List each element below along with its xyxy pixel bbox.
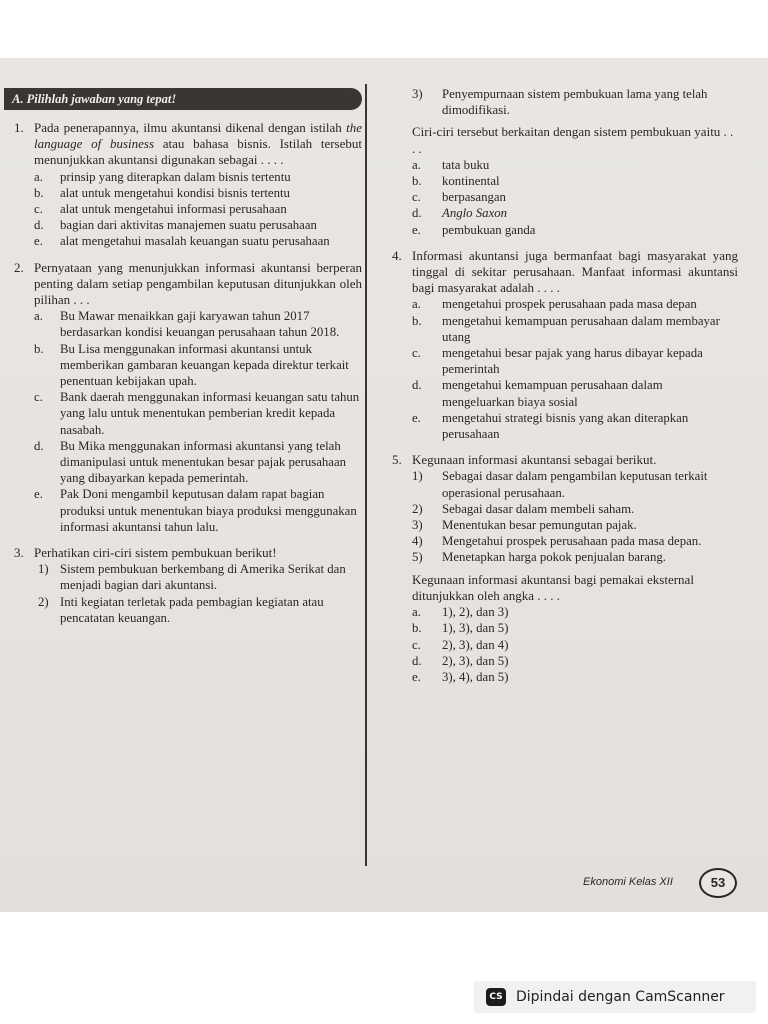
section-header xyxy=(4,88,362,110)
statement-1: 1) Sistem pembukuan berkembang di Amerika Serikat dan menjadi bagian dari akuntansi. xyxy=(38,562,346,593)
statement-2: 2) Inti kegiatan terletak pada pembagian kegiatan atau pencatatan keuangan. xyxy=(38,594,324,625)
camscanner-watermark xyxy=(474,981,756,1013)
question-followup: Ciri-ciri tersebut berkaitan dengan sistem pembukuan yaitu . . . . xyxy=(412,124,734,156)
question-4 xyxy=(392,248,738,442)
option-a: a. Bu Mawar menaikkan gaji karyawan tahun 2017 berdasarkan kondisi keuangan perusahaan tahun 2018. xyxy=(34,309,340,340)
question-text: Perhatikan ciri-ciri sistem pembukuan berikut! xyxy=(34,545,277,561)
option-a: a. mengetahui prospek perusahaan pada masa depan xyxy=(412,297,697,312)
statement-3: 3) Menentukan besar pemungutan pajak. xyxy=(412,518,637,533)
question-text: Pernyataan yang menunjukkan informasi akuntansi berperan penting dalam setiap pengambilan keputusan ditunjukkan oleh pilihan . . . xyxy=(34,259,362,308)
option-b: b. alat untuk mengetahui kondisi bisnis tertentu xyxy=(34,185,290,200)
option-b: b. 1), 3), dan 5) xyxy=(412,621,509,636)
page-footer xyxy=(583,868,743,898)
question-3-continued xyxy=(392,86,738,238)
option-d: d. 2), 3), dan 5) xyxy=(412,653,509,668)
question-followup: Kegunaan informasi akuntansi bagi pemakai eksternal ditunjukkan oleh angka . . . . xyxy=(412,571,694,603)
section-title: Pilihlah jawaban yang tepat! xyxy=(26,92,177,106)
option-e: e. mengetahui strategi bisnis yang akan diterapkan perusahaan xyxy=(412,410,689,442)
camscanner-logo-icon: CS xyxy=(486,988,506,1006)
question-text: Informasi akuntansi juga bermanfaat bagi masyarakat yang tinggal di sekitar perusahaan. Manfaat informasi akuntansi bagi masyarakat adalah . . . . xyxy=(412,247,738,296)
question-2 xyxy=(4,260,362,535)
book-title: Ekonomi Kelas XII xyxy=(583,876,673,888)
question-text: Pada penerapannya, ilmu akuntansi dikenal dengan istilah the language of business atau bahasa bisnis. Istilah tersebut menunjukkan akuntansi digunakan sebagai . . . . xyxy=(34,120,362,168)
option-e: e. Pak Doni mengambil keputusan dalam rapat bagian produksi untuk menentukan biaya produksi menggunakan informasi akuntansi tahun lalu. xyxy=(34,487,357,534)
option-c: c. alat untuk mengetahui informasi perusahaan xyxy=(34,202,287,217)
option-b: b. Bu Lisa menggunakan informasi akuntansi untuk memberikan gambaran keuangan kepada direktur terkait penentuan kebijakan upah. xyxy=(34,341,349,389)
option-b: b. kontinental xyxy=(412,174,500,189)
question-number: 2. xyxy=(14,259,24,275)
question-number: 5. xyxy=(392,452,402,468)
option-c: c. Bank daerah menggunakan informasi keuangan satu tahun yang lalu untuk menentukan pemberian kredit kepada nasabah. xyxy=(34,390,360,437)
question-1 xyxy=(4,120,362,250)
question-number: 1. xyxy=(14,120,24,135)
question-number: 4. xyxy=(392,247,402,263)
option-c: c. mengetahui besar pajak yang harus dibayar kepada pemerintah xyxy=(412,346,703,377)
question-text: Kegunaan informasi akuntansi sebagai berikut. xyxy=(412,452,657,468)
book-page xyxy=(0,58,768,912)
option-d: d. Anglo Saxon xyxy=(412,206,508,221)
left-column xyxy=(4,88,362,626)
option-a: a. tata buku xyxy=(412,157,490,172)
statement-4: 4) Mengetahui prospek perusahaan pada masa depan. xyxy=(412,534,702,549)
question-5 xyxy=(392,452,738,685)
statement-3: 3) Penyempurnaan sistem pembukuan lama yang telah dimodifikasi. xyxy=(412,87,708,118)
option-c: c. berpasangan xyxy=(412,190,506,205)
option-c: c. 2), 3), dan 4) xyxy=(412,637,509,652)
question-number: 3. xyxy=(14,545,24,561)
option-d: d. mengetahui kemampuan perusahaan dalam mengeluarkan biaya sosial xyxy=(412,378,663,409)
right-column xyxy=(392,86,738,685)
question-3 xyxy=(4,545,362,626)
statement-5: 5) Menetapkan harga pokok penjualan barang. xyxy=(412,550,666,565)
option-d: d. Bu Mika menggunakan informasi akuntansi yang telah dimanipulasi untuk menentukan besar pajak perusahaan yang dibayarkan kepada pemerintah. xyxy=(34,438,347,486)
page-number: 53 xyxy=(699,868,737,898)
option-e: e. pembukuan ganda xyxy=(412,222,536,237)
option-a: a. 1), 2), dan 3) xyxy=(412,605,509,620)
statement-1: 1) Sebagai dasar dalam pengambilan keputusan terkait operasional perusahaan. xyxy=(412,469,708,500)
option-e: e. 3), 4), dan 5) xyxy=(412,669,509,684)
statement-2: 2) Sebagai dasar dalam membeli saham. xyxy=(412,501,635,516)
column-divider xyxy=(365,84,367,866)
camscanner-text: Dipindai dengan CamScanner xyxy=(516,989,725,1005)
option-a: a. prinsip yang diterapkan dalam bisnis tertentu xyxy=(34,169,291,184)
option-e: e. alat mengetahui masalah keuangan suatu perusahaan xyxy=(34,234,330,249)
option-d: d. bagian dari aktivitas manajemen suatu perusahaan xyxy=(34,218,317,233)
section-label: A. xyxy=(12,92,24,106)
option-b: b. mengetahui kemampuan perusahaan dalam membayar utang xyxy=(412,313,720,344)
